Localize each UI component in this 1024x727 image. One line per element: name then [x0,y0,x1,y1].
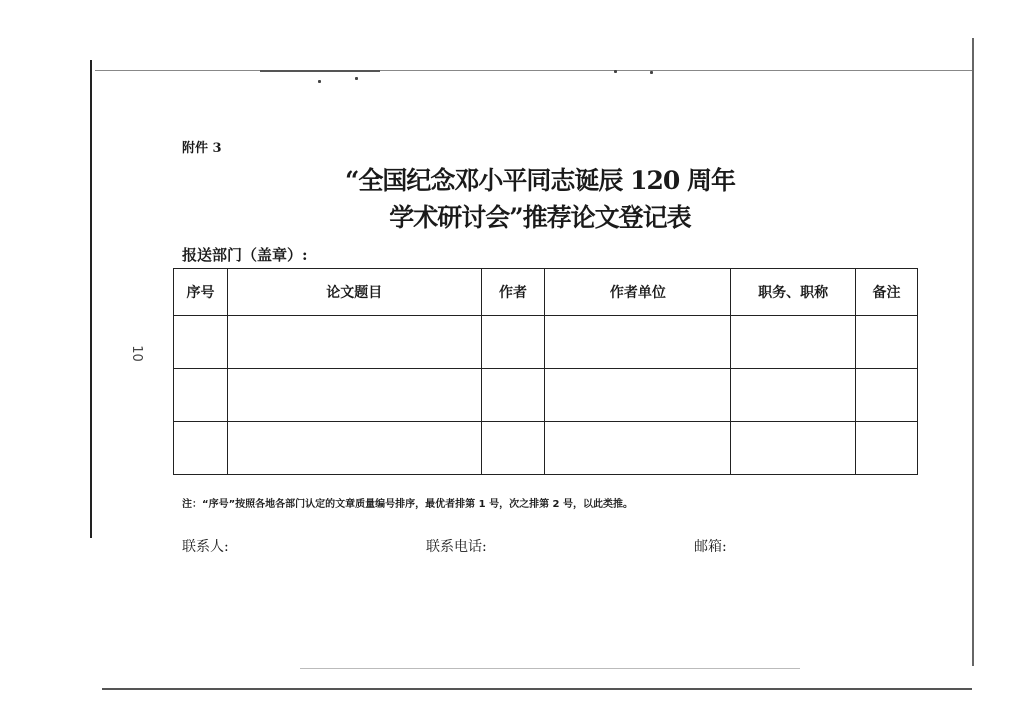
table-row [174,316,918,369]
form-title-line1: “全国纪念邓小平同志诞辰 120 周年 [345,166,735,195]
table-cell[interactable] [174,316,228,369]
table-cell[interactable] [481,316,545,369]
table-cell[interactable] [856,369,918,422]
paper-registration-table [173,268,918,475]
table-cell[interactable] [227,316,481,369]
scan-speck [650,71,653,74]
submitting-department-label: 报送部门（盖章）: [182,246,308,264]
column-header-paper-title: 论文题目 [227,269,481,316]
table-row [174,369,918,422]
form-title-line2: 学术研讨会”推荐论文登记表 [389,203,691,232]
table-cell[interactable] [174,369,228,422]
scan-border-top-dark [260,70,380,72]
table-cell[interactable] [227,422,481,475]
attachment-label: 附件 3 [182,141,222,156]
scan-border-bottom-faint [300,668,800,669]
table-footnote: 注：“序号”按照各地各部门认定的文章质量编号排序，最优者排第 1 号，次之排第 2 号，以此类推。 [182,499,633,510]
table-cell[interactable] [545,422,731,475]
scan-border-left [90,60,92,538]
scan-border-right [972,38,974,666]
column-header-position-title: 职务、职称 [731,269,856,316]
table-cell[interactable] [545,369,731,422]
column-header-serial: 序号 [174,269,228,316]
table-cell[interactable] [545,316,731,369]
table-cell[interactable] [731,422,856,475]
table-cell[interactable] [856,316,918,369]
table-cell[interactable] [731,316,856,369]
scan-border-bottom [102,688,972,690]
table-header-row [174,269,918,316]
contact-email-label: 邮箱: [694,539,727,555]
page-number: 10 [128,345,144,362]
table-cell[interactable] [481,422,545,475]
table-cell[interactable] [481,369,545,422]
scan-speck [614,70,617,73]
column-header-author-unit: 作者单位 [545,269,731,316]
contact-phone-label: 联系电话: [426,539,487,555]
table-row [174,422,918,475]
table-cell[interactable] [227,369,481,422]
column-header-author: 作者 [481,269,545,316]
table-cell[interactable] [856,422,918,475]
table-cell[interactable] [174,422,228,475]
column-header-remarks: 备注 [856,269,918,316]
scan-speck [318,80,321,83]
table-cell[interactable] [731,369,856,422]
scan-speck [355,77,358,80]
contact-person-label: 联系人: [182,539,229,555]
scan-border-top [95,70,973,71]
